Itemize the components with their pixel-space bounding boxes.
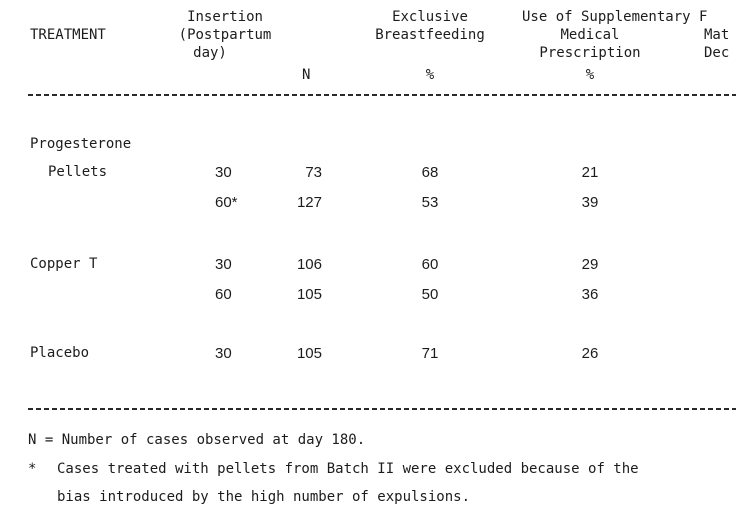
row-exclusive: 68 <box>421 164 439 181</box>
row-day: 60* <box>215 194 238 211</box>
row-exclusive: 71 <box>421 345 439 362</box>
row-n: 106 <box>296 256 322 273</box>
row-treatment-label: Progesterone <box>30 136 132 152</box>
row-n: 105 <box>296 286 322 303</box>
row-medical: 26 <box>581 345 599 362</box>
row-medical: 21 <box>581 164 599 181</box>
header-medical-line2: Prescription <box>539 45 641 61</box>
row-treatment-label: Placebo <box>30 345 90 361</box>
row-day: 60 <box>215 286 232 303</box>
row-medical: 36 <box>581 286 599 303</box>
row-exclusive: 50 <box>421 286 439 303</box>
row-medical: 39 <box>581 194 599 211</box>
header-divider <box>28 94 736 96</box>
header-insertion-line3: day) <box>193 45 227 61</box>
footnote-n-definition: N = Number of cases observed at day 180. <box>28 432 366 448</box>
header-medical-unit: % <box>585 67 595 83</box>
row-n: 127 <box>296 194 322 211</box>
header-n: N <box>302 67 311 83</box>
header-maternal-line1: Mat <box>704 27 730 43</box>
row-treatment-label: Copper T <box>30 256 98 272</box>
row-day: 30 <box>215 345 232 362</box>
row-exclusive: 60 <box>421 256 439 273</box>
header-insertion-line2: (Postpartum <box>178 27 272 43</box>
row-n: 105 <box>296 345 322 362</box>
row-day: 30 <box>215 256 232 273</box>
header-medical-line1: Medical <box>560 27 620 43</box>
row-n: 73 <box>305 164 322 181</box>
header-exclusive-line2: Breastfeeding <box>375 27 485 43</box>
header-treatment: TREATMENT <box>30 27 106 43</box>
footnote-star-marker: * <box>28 461 37 477</box>
footnote-star-line1: Cases treated with pellets from Batch II were excluded because of the <box>57 461 639 477</box>
footnote-star-line2: bias introduced by the high number of expulsions. <box>57 489 471 505</box>
header-exclusive-unit: % <box>425 67 435 83</box>
row-medical: 29 <box>581 256 599 273</box>
row-day: 30 <box>215 164 232 181</box>
header-exclusive-line1: Exclusive <box>392 9 468 25</box>
footer-divider <box>28 408 736 410</box>
row-treatment-label: Pellets <box>48 164 108 180</box>
header-maternal-line2: Dec <box>704 45 730 61</box>
header-insertion-line1: Insertion <box>187 9 263 25</box>
header-supplementary-title: Use of Supplementary F <box>522 9 708 25</box>
row-exclusive: 53 <box>421 194 439 211</box>
